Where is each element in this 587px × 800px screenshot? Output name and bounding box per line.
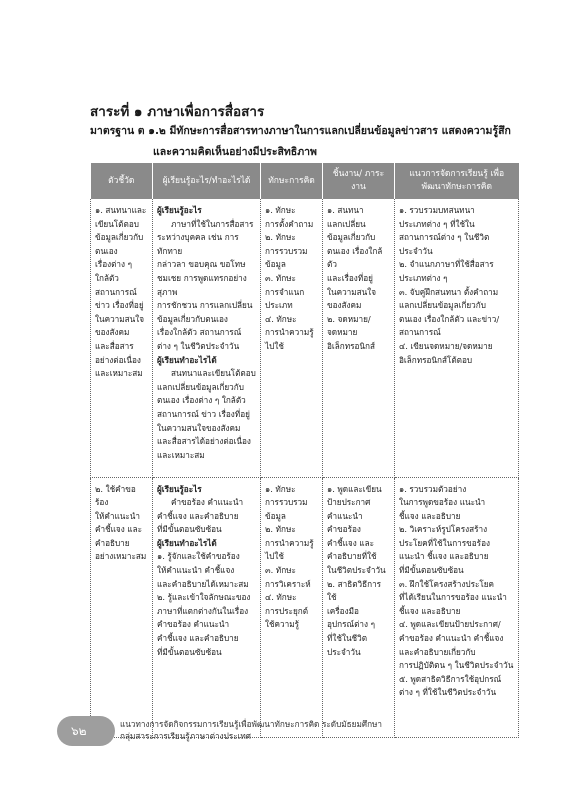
cell-text-line: จดหมาย <box>327 327 358 338</box>
thinking-skills-cell <box>261 199 323 477</box>
cell-text-line: คำชี้แจง และคำอธิบาย <box>157 633 239 644</box>
cell-text-line: อย่างต่อเนื่อง <box>95 354 141 365</box>
cell-text-line: ๑. รวบรวมตัวอย่าง <box>399 483 467 494</box>
standard-line-2: และความคิดเห็นอย่างมีประสิทธิภาพ <box>153 146 317 158</box>
cell-text-line: ใกล้ตัว <box>95 272 119 283</box>
cell-text-line: สถานการณ์ <box>399 327 441 338</box>
cell-text-line: และสื่อสารได้อย่างต่อเนื่อง <box>157 436 251 447</box>
cell-text-line: คำชี้แจง และคำอธิบาย <box>157 510 239 521</box>
cell-text-line: การวิเคราะห์ <box>265 578 311 589</box>
cell-text-line: ๔. เขียนจดหมาย/จดหมาย <box>399 340 493 351</box>
cell-text-line: อิเล็กทรอนิกส์โต้ตอบ <box>399 354 473 365</box>
cell-text-line: การประยุกต์ <box>265 605 309 616</box>
cell-text-line: เรื่องใกล้ตัว สถานการณ์ <box>157 327 242 338</box>
cell-text-line: และเรื่องที่อยู่ <box>327 272 373 283</box>
cell-text-line: ๔. ทักษะ <box>265 592 297 603</box>
cell-text-line: ที่มีขั้นตอนซับซ้อน <box>157 524 222 535</box>
cell-text-line: ที่มีขั้นตอนซับซ้อน <box>157 646 222 657</box>
cell-text-line: อย่างเหมาะสม <box>95 551 147 562</box>
cell-text-line: ๑. สนทนา <box>327 205 364 215</box>
teaching-approach-cell <box>395 477 519 737</box>
cell-text-line: ตนเอง เรื่องใกล้ตัว และข่าว/ <box>399 313 500 324</box>
cell-text-line: เรื่องต่าง ๆ <box>95 259 133 270</box>
cell-text-line: ๓. ทักษะ <box>265 272 296 283</box>
cell-text-line: คำขอร้อง คำแนะนำ <box>171 497 244 508</box>
cell-text-line: การนำความรู้ <box>265 537 314 548</box>
cell-text-line: คำขอร้อง คำแนะนำ <box>157 619 230 630</box>
cell-text-line: ผู้เรียนรู้อะไร <box>157 205 202 215</box>
cell-text-line: ๓. ฝึกใช้โครงสร้างประโยค <box>399 578 495 589</box>
cell-text-line: ๓. จับคู่ฝึกสนทนา ตั้งคำถาม <box>399 286 499 297</box>
standard-heading <box>90 121 520 163</box>
cell-text-line: กล่าวลา ขอบคุณ ขอโทษ <box>157 259 246 270</box>
cell-text-line: ชี้แจง และอธิบาย <box>399 510 461 521</box>
cell-text-line: ผู้เรียนรู้อะไร <box>157 483 202 494</box>
cell-text-line: และคำอธิบายได้เหมาะสม <box>157 578 249 589</box>
cell-text-line: ที่มีขั้นตอนซับซ้อน <box>399 565 464 576</box>
strand-title: สาระที่ ๑ ภาษาเพื่อการสื่อสาร <box>90 104 265 120</box>
cell-text-line: การตั้งคำถาม <box>265 218 314 229</box>
cell-text-line: ข้อมูลเกี่ยวกับ <box>95 232 144 243</box>
cell-text-line: ในความสนใจของสังคม <box>157 422 241 433</box>
cell-text-line: ๒. วิเคราะห์รูปโครงสร้าง <box>399 524 488 535</box>
cell-text-line: ภาษาที่แตกต่างกันในเรื่อง <box>157 605 249 616</box>
cell-text-line: ของสังคม <box>327 300 362 311</box>
header-thinking-skills: ทักษะการคิด <box>261 163 323 199</box>
learning-content-cell <box>153 199 261 477</box>
cell-text-line: ในชีวิตประจำวัน <box>327 565 386 576</box>
cell-text-line: ๒. รู้และเข้าใจลักษณะของ <box>157 592 251 603</box>
tasks-cell <box>323 199 395 477</box>
cell-text-line: ตนเอง เรื่องใกล้ตัว <box>327 245 383 270</box>
cell-text-line: ๒. จำแนกภาษาที่ใช้สื่อสาร <box>399 259 494 270</box>
cell-text-line: ๑. รวบรวมบทสนทนา <box>399 205 475 215</box>
cell-text-line: คำอธิบาย <box>95 537 130 548</box>
cell-text-line: ไปใช้ <box>265 340 284 351</box>
cell-text-line: ต่าง ๆ ในชีวิตประจำวัน <box>157 340 240 351</box>
cell-text-line: ไปใช้ <box>265 551 284 562</box>
indicator-cell <box>91 199 153 477</box>
cell-text-line: การปฏิบัติตน ๆ ในชีวิตประจำวัน <box>399 660 514 671</box>
cell-text-line: การจำแนก <box>265 286 305 297</box>
cell-text-line: ๓. ทักษะ <box>265 565 296 576</box>
cell-text-line: ๑. ทักษะ <box>265 205 296 215</box>
cell-text-line: คำขอร้อง <box>327 524 361 535</box>
cell-text-line: ๑. สนทนาและ <box>95 205 147 215</box>
cell-text-line: ชมเชย การพูดแทรกอย่างสุภาพ <box>157 272 247 297</box>
table-header-row <box>91 163 519 199</box>
footer-line-1: แนวทางการจัดกิจกรรมการเรียนรู้เพื่อพัฒนาทักษะการคิด ระดับมัธยมศึกษา <box>120 719 383 729</box>
cell-text-line: และสื่อสาร <box>95 340 134 351</box>
footer-caption <box>120 718 382 742</box>
cell-text-line: คำชี้แจง และ <box>327 537 374 548</box>
cell-text-line: ประเภทต่าง ๆ <box>399 272 448 283</box>
cell-text-line: ๔. พูดและเขียนป้ายประกาศ/ <box>399 619 501 630</box>
cell-text-line: สนทนาและเขียนโต้ตอบ <box>171 368 256 379</box>
cell-text-line: ใช้ความรู้ <box>265 619 300 630</box>
cell-text-line: ประเภท <box>265 300 293 311</box>
cell-text-line: ภาษาที่ใช้ในการสื่อสาร <box>171 218 254 229</box>
cell-text-line: ในความสนใจ <box>327 286 377 297</box>
page-number-badge: ๖๒ <box>57 716 115 746</box>
cell-text-line: การชักชวน การแลกเปลี่ยน <box>157 300 253 311</box>
cell-text-line: ในความสนใจ <box>95 313 145 324</box>
cell-text-line: คำอธิบายที่ใช้ <box>327 551 377 562</box>
cell-text-line: เครื่องมือ <box>327 605 359 616</box>
cell-text-line: สถานการณ์ <box>95 286 137 297</box>
cell-text-line: สถานการณ์ ข่าว เรื่องที่อยู่ <box>157 408 250 419</box>
cell-text-line: ๒. จดหมาย/ <box>327 313 371 324</box>
cell-text-line: ข่าว เรื่องที่อยู่ <box>95 300 144 311</box>
cell-text-line: ๑. พูดและเขียน <box>327 483 382 494</box>
cell-text-line: ต่าง ๆ ที่ใช้ในชีวิตประจำวัน <box>399 687 497 698</box>
cell-text-line: และเหมาะสม <box>157 449 205 460</box>
cell-text-line: ผู้เรียนทำอะไรได้ <box>157 354 217 365</box>
cell-text-line: แลกเปลี่ยนข้อมูลเกี่ยวกับ <box>157 381 244 392</box>
header-tasks: ชิ้นงาน/ ภาระงาน <box>323 163 395 199</box>
footer-line-2: กลุ่มสาระการเรียนรู้ภาษาต่างประเทศ <box>120 731 251 741</box>
cell-text-line: ข้อมูลเกี่ยวกับ <box>327 232 376 243</box>
cell-text-line: แลกเปลี่ยนข้อมูลเกี่ยวกับ <box>399 300 486 311</box>
thinking-skills-cell <box>261 477 323 737</box>
cell-text-line: ๕. พูดสาธิตวิธีการใช้อุปกรณ์ <box>399 673 502 684</box>
cell-text-line: ผู้เรียนทำอะไรได้ <box>157 537 217 548</box>
header-what-learners-do: ผู้เรียนรู้อะไร/ทำอะไรได้ <box>153 163 261 199</box>
cell-text-line: อิเล็กทรอนิกส์ <box>327 340 375 351</box>
cell-text-line: ๑. รู้จักและใช้คำขอร้อง <box>157 551 240 562</box>
teaching-approach-cell <box>395 199 519 477</box>
cell-text-line: ป้ายประกาศ <box>327 497 371 508</box>
cell-text-line: ให้คำแนะนำ <box>95 510 140 521</box>
cell-text-line: การรวบรวม <box>265 497 308 508</box>
cell-text-line: ประโยคที่ใช้ในการขอร้อง <box>399 537 490 548</box>
cell-text-line: ระหว่างบุคคล เช่น การทักทาย <box>157 232 239 256</box>
cell-text-line: ๔. ทักษะ <box>265 313 297 324</box>
cell-text-line: การรวบรวม <box>265 245 308 256</box>
cell-text-line: ในการพูดขอร้อง แนะนำ <box>399 497 486 508</box>
cell-text-line: ตนเอง เรื่องต่าง ๆ ใกล้ตัว <box>157 395 246 406</box>
standard-line-1: มาตรฐาน ต ๑.๒ มีทักษะการสื่อสารทางภาษาในการแลกเปลี่ยนข้อมูลข่าวสาร แสดงความรู้สึก <box>90 125 511 137</box>
indicator-cell <box>91 477 153 737</box>
learning-matrix-table <box>90 163 519 738</box>
header-teaching-approach: แนวการจัดการเรียนรู้ เพื่อพัฒนาทักษะการคิด <box>395 163 519 199</box>
cell-text-line: ประจำวัน <box>399 245 433 256</box>
cell-text-line: ข้อมูล <box>265 510 286 521</box>
cell-text-line: ๒. ทักษะ <box>265 524 296 535</box>
cell-text-line: คำแนะนำ <box>327 510 363 521</box>
cell-text-line: สถานการณ์ต่าง ๆ ในชีวิต <box>399 232 490 243</box>
cell-text-line: ที่ได้เรียนในการขอร้อง แนะนำ <box>399 592 507 603</box>
cell-text-line: ๒. ทักษะ <box>265 232 296 243</box>
cell-text-line: การนำความรู้ <box>265 327 314 338</box>
learning-content-cell <box>153 477 261 737</box>
cell-text-line: ชี้แจง และอธิบาย <box>399 605 461 616</box>
cell-text-line: ข้อมูลเกี่ยวกับตนเอง <box>157 313 228 324</box>
cell-text-line: เขียนโต้ตอบ <box>95 218 139 229</box>
cell-text-line: ให้คำแนะนำ คำชี้แจง <box>157 565 235 576</box>
cell-text-line: และคำอธิบายเกี่ยวกับ <box>399 646 476 657</box>
cell-text-line: ของสังคม <box>95 327 130 338</box>
cell-text-line: แลกเปลี่ยน <box>327 218 366 229</box>
cell-text-line: และเหมาะสม <box>95 368 143 379</box>
cell-text-line: คำขอร้อง คำแนะนำ คำชี้แจง <box>399 633 504 644</box>
cell-text-line: คำชี้แจง และ <box>95 524 142 535</box>
tasks-cell <box>323 477 395 737</box>
table-row <box>91 199 519 477</box>
cell-text-line: ๑. ทักษะ <box>265 483 296 494</box>
cell-text-line: ประจำวัน <box>327 646 361 657</box>
cell-text-line: ที่ใช้ในชีวิต <box>327 633 368 644</box>
cell-text-line: แนะนำ ชี้แจง และอธิบาย <box>399 551 489 562</box>
header-indicator: ตัวชี้วัด <box>91 163 153 199</box>
cell-text-line: ๒. สาธิตวิธีการใช้ <box>327 578 382 603</box>
cell-text-line: ตนเอง <box>95 245 118 256</box>
cell-text-line: อุปกรณ์ต่าง ๆ <box>327 619 375 630</box>
cell-text-line: ประเภทต่าง ๆ ที่ใช้ใน <box>399 218 475 229</box>
cell-text-line: ข้อมูล <box>265 259 286 270</box>
cell-text-line: ๒. ใช้คำขอร้อง <box>95 483 136 508</box>
table-row <box>91 477 519 737</box>
